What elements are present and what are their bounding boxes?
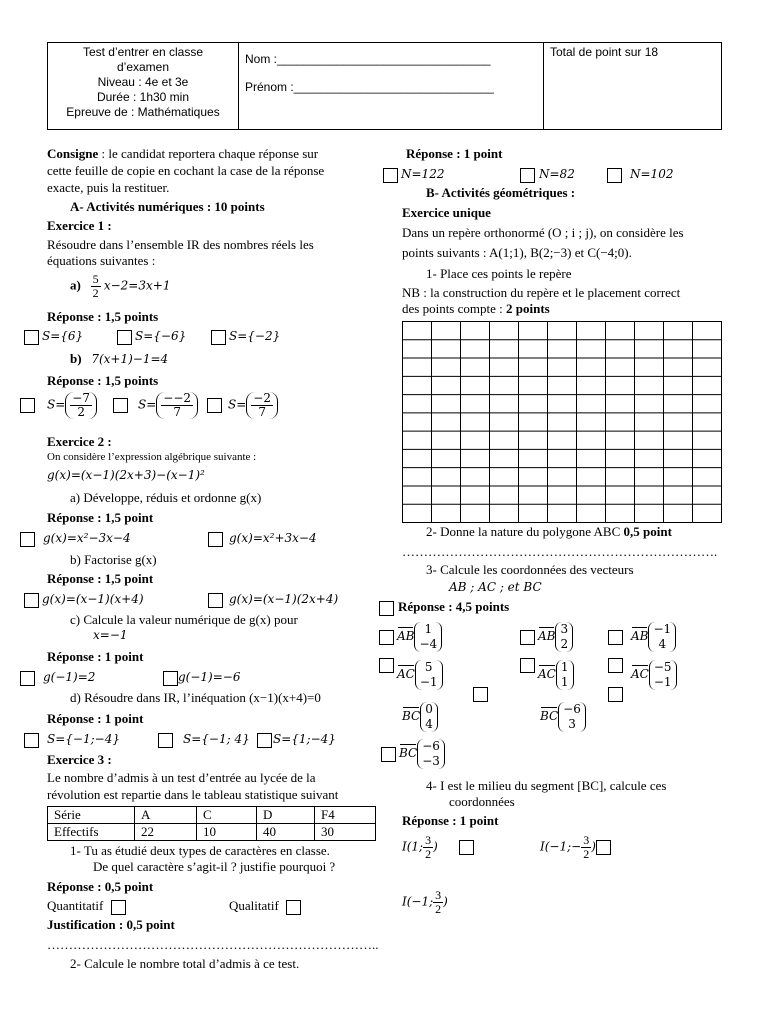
checkbox[interactable] — [473, 687, 488, 702]
option-quantitatif[interactable]: Quantitatif — [47, 898, 129, 915]
option-2a1[interactable]: g(x)=x²−3x−4 — [20, 530, 131, 547]
reponse-label: Réponse : 1,5 point — [47, 571, 154, 586]
header-table — [47, 42, 722, 130]
ex2-expression: g(x)=(x−1)(2x+3)−(x−1)² — [47, 468, 205, 482]
ex2-question-a: a) Développe, réduis et ordonne g(x) — [70, 490, 262, 505]
checkbox[interactable] — [208, 593, 223, 608]
section-b-title: B- Activités géométriques : — [426, 185, 576, 200]
table-row — [48, 807, 376, 824]
checkbox-bc1[interactable] — [473, 685, 491, 702]
justification-label: Justification : 0,5 point — [47, 917, 175, 932]
option-2b2[interactable]: g(x)=(x−1)(2x+4) — [208, 591, 338, 608]
table-cell: Série — [48, 807, 135, 824]
exercice-3-title: Exercice 3 : — [47, 752, 112, 767]
ex2-text: On considère l’expression algébrique suivante : — [47, 451, 257, 463]
points-text: points suivants : A(1;1), B(2;−3) et C(−4;0). — [402, 245, 632, 260]
option-bc1[interactable]: BC 0 4 — [402, 702, 438, 732]
total-label: Total de point sur 18 — [550, 45, 659, 59]
option-ac3[interactable]: AC −5 −1 — [608, 660, 677, 690]
reponse-label: Réponse : 1,5 points — [47, 309, 159, 324]
option-b1[interactable]: S= $\frac{-7}{2}$ — [20, 392, 97, 419]
option-2d2[interactable]: S={−1; 4} — [158, 731, 250, 748]
exercice-unique-title: Exercice unique — [402, 205, 491, 220]
ex1-text: Résoudre dans l’ensemble IR des nombres réels les — [47, 237, 314, 252]
checkbox-bc2[interactable] — [608, 685, 626, 702]
checkbox[interactable] — [520, 658, 535, 673]
table-cell: 30 — [315, 824, 376, 841]
checkbox[interactable] — [459, 840, 474, 855]
exam-title-line: Test d’entrer en classe — [82, 45, 204, 59]
table-cell: 22 — [135, 824, 197, 841]
option-2b1[interactable]: g(x)=(x−1)(x+4) — [24, 591, 144, 608]
table-cell: Effectifs — [48, 824, 135, 841]
option-bc2[interactable]: BC −6 3 — [540, 702, 586, 732]
equation-a: a) $\frac{5}{2}$ x−2=3x+1 — [70, 272, 171, 300]
section-a-title: A- Activités numériques : 10 points — [70, 199, 265, 214]
checkbox[interactable] — [379, 658, 394, 673]
table-row — [48, 824, 376, 841]
reponse-label: Réponse : 0,5 point — [47, 879, 154, 894]
option-2d3[interactable]: S={1;−4} — [257, 731, 336, 748]
answer-dotted-line[interactable]: ………………………………………………………………. — [402, 544, 718, 559]
ex1-text2: équations suivantes : — [47, 253, 156, 268]
option-b2[interactable]: S= $\frac{--2}{7}$ — [113, 392, 198, 419]
exam-info-cell — [48, 43, 239, 130]
question-2: 2- Donne la nature du polygone ABC 0,5 point — [426, 524, 672, 539]
repere-text: Dans un repère orthonormé (O ; i ; j), on considère les — [402, 225, 684, 240]
checkbox[interactable] — [117, 330, 132, 345]
ex2-question-c: c) Calcule la valeur numérique de g(x) pour — [70, 612, 298, 627]
ex2-question-b: b) Factorise g(x) — [70, 552, 157, 567]
checkbox[interactable] — [286, 900, 301, 915]
checkbox[interactable] — [24, 733, 39, 748]
checkbox[interactable] — [208, 532, 223, 547]
statistics-table — [47, 806, 376, 841]
checkbox[interactable] — [383, 168, 398, 183]
question-4b: coordonnées — [449, 794, 515, 809]
ex3-text: Le nombre d’admis à un test d’entrée au lycée de la — [47, 770, 316, 785]
checkbox[interactable] — [20, 532, 35, 547]
exam-level: Niveau : 4e et 3e — [97, 75, 189, 89]
checkbox[interactable] — [24, 330, 39, 345]
checkbox[interactable] — [379, 601, 394, 616]
option-n2[interactable]: N=82 — [520, 166, 575, 183]
reponse-45: Réponse : 4,5 points — [379, 599, 509, 616]
table-cell: 10 — [197, 824, 257, 841]
ex3-question-2: 2- Calcule le nombre total d’admis à ce test. — [70, 956, 300, 971]
reponse-label: Réponse : 1 point — [47, 649, 144, 664]
question-4: 4- I est le milieu du segment [BC], calcule ces — [426, 778, 667, 793]
checkbox[interactable] — [111, 900, 126, 915]
table-cell: D — [257, 807, 315, 824]
ex3-question-1b: De quel caractère s’agit-il ? justifie pourquoi ? — [93, 859, 336, 874]
consigne: Consigne : le candidat reportera chaque réponse sur — [47, 146, 319, 161]
option-n1[interactable]: N=122 — [383, 166, 444, 183]
option-i2[interactable]: I(−1;− $\frac{3}{2}$ ) — [540, 834, 614, 861]
option-2c1[interactable]: g(−1)=2 — [20, 669, 95, 686]
option-b3[interactable]: S= $\frac{-2}{7}$ — [207, 392, 278, 419]
table-cell: A — [135, 807, 197, 824]
checkbox[interactable] — [158, 733, 173, 748]
option-2d1[interactable]: S={−1;−4} — [24, 731, 120, 748]
checkbox[interactable] — [608, 658, 623, 673]
consigne-line3: exacte, puis la restituer. — [47, 180, 170, 195]
option-a2[interactable]: S={−6} — [117, 328, 186, 345]
reponse-label: Réponse : 1 point — [406, 146, 503, 161]
option-ab2[interactable]: AB 3 2 — [520, 622, 573, 652]
nb-text2: des points compte : 2 points — [402, 301, 550, 316]
ex2-question-c2: x=−1 — [93, 628, 128, 642]
total-cell — [544, 43, 722, 130]
checkbox[interactable] — [608, 687, 623, 702]
exam-subject: Epreuve de : Mathématiques — [66, 105, 220, 119]
checkbox[interactable] — [520, 168, 535, 183]
option-2c2[interactable]: g(−1)=−6 — [163, 669, 240, 686]
question-3: 3- Calcule les coordonnées des vecteurs — [426, 562, 634, 577]
option-2a2[interactable]: g(x)=x²+3x−4 — [208, 530, 317, 547]
ex3-text2: révolution est repartie dans le tableau statistique suivant — [47, 787, 339, 802]
vectors-list: AB ; AC ; et BC — [449, 580, 542, 594]
question-1: 1- Place ces points le repère — [426, 266, 572, 281]
checkbox[interactable] — [113, 398, 128, 413]
exercice-1-title: Exercice 1 : — [47, 218, 112, 233]
reponse-label: Réponse : 1 point — [402, 813, 499, 828]
option-a1[interactable]: S={6} — [24, 328, 83, 345]
option-i1[interactable]: I(1; $\frac{3}{2}$ ) — [402, 834, 477, 861]
checkbox[interactable] — [607, 168, 622, 183]
exam-title-line: d’examen — [116, 60, 170, 74]
checkbox[interactable] — [608, 630, 623, 645]
checkbox[interactable] — [381, 747, 396, 762]
checkbox[interactable] — [163, 671, 178, 686]
option-ab1[interactable]: AB 1 −4 — [379, 622, 442, 652]
reponse-label: Réponse : 1,5 point — [47, 510, 154, 525]
option-ac1[interactable]: AC 5 −1 — [379, 660, 443, 690]
checkbox[interactable] — [20, 398, 35, 413]
reponse-label: Réponse : 1 point — [47, 711, 144, 726]
option-i3[interactable]: I(−1; $\frac{3}{2}$ ) — [402, 888, 448, 916]
option-ab3[interactable]: AB −1 4 — [608, 622, 676, 652]
checkbox[interactable] — [379, 630, 394, 645]
prenom-field[interactable]: Prénom :______________________________ — [245, 80, 494, 94]
fraction: $\frac{5}{2}$ — [92, 272, 99, 300]
ex3-question-1: 1- Tu as étudié deux types de caractères en classe. — [70, 843, 330, 858]
exam-duration: Durée : 1h30 min — [96, 90, 190, 104]
student-name-cell — [239, 43, 544, 130]
nb-text: NB : la construction du repère et le placement correct — [402, 285, 681, 300]
answer-grid[interactable] — [402, 321, 722, 523]
equation-b: b) 7(x+1)−1=4 — [70, 351, 169, 366]
checkbox[interactable] — [520, 630, 535, 645]
option-qualitatif[interactable]: Qualitatif — [229, 898, 304, 915]
reponse-label: Réponse : 1,5 points — [47, 373, 159, 388]
checkbox[interactable] — [20, 671, 35, 686]
option-bc3[interactable]: BC −6 −3 — [381, 739, 445, 769]
answer-dotted-line[interactable]: ………………………………………………………………….. — [47, 937, 379, 952]
nom-field[interactable]: Nom :________________________________ — [245, 52, 491, 66]
consigne-line2: cette feuille de copie en cochant la case de la réponse — [47, 163, 325, 178]
table-cell: 40 — [257, 824, 315, 841]
option-n3[interactable]: N=102 — [607, 166, 673, 183]
option-a3[interactable]: S={−2} — [211, 328, 280, 345]
ex2-question-d: d) Résoudre dans IR, l’inéquation (x−1)(x+4)=0 — [70, 690, 321, 705]
checkbox[interactable] — [211, 330, 226, 345]
checkbox[interactable] — [24, 593, 39, 608]
checkbox[interactable] — [207, 398, 222, 413]
option-ac2[interactable]: AC 1 1 — [520, 660, 574, 690]
checkbox[interactable] — [257, 733, 272, 748]
table-cell: C — [197, 807, 257, 824]
exercice-2-title: Exercice 2 : — [47, 434, 112, 449]
checkbox[interactable] — [596, 840, 611, 855]
table-cell: F4 — [315, 807, 376, 824]
